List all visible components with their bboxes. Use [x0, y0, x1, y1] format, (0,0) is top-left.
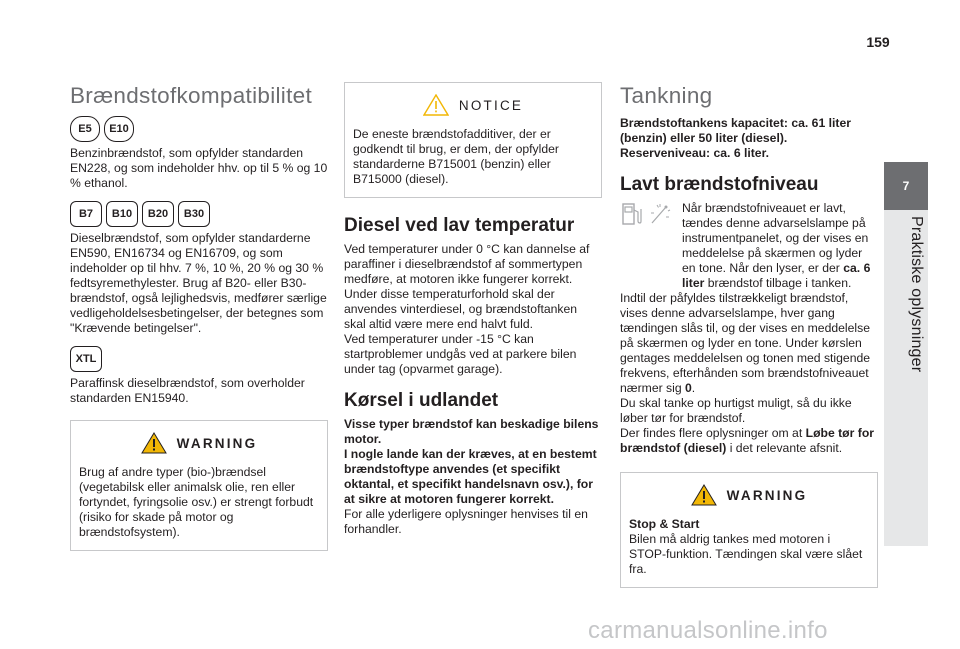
fuel-code-e5: E5	[70, 116, 100, 142]
fuel-code-b30: B30	[178, 201, 210, 227]
xtl-text: Paraffinsk dieselbrændstof, som overholder standarden EN15940.	[70, 376, 305, 405]
low-fuel-heading: Lavt brændstofniveau	[620, 174, 819, 195]
driving-abroad-bold-text: Visse typer brændstof kan beskadige bilens motor. I nogle lande kan der kræves, at en bestemt brændstoftype anvendes (et specifikt oktantal, et specifikt handelsnavn osv.), for at sikre at motoren fungerer korrekt.	[344, 417, 599, 506]
warning-box-fuel	[70, 420, 328, 551]
notice-text: De eneste brændstofadditiver, der er godkendt til brug, er dem, der opfylder standarderne B715001 (benzin) eller B715000 (diesel).	[353, 127, 559, 186]
fuel-compatibility-heading: Brændstofkompatibilitet	[70, 83, 313, 108]
reserve-level: Reserveniveau: ca. 6 liter.	[620, 146, 770, 160]
low-fuel-text-3: Du skal tanke op hurtigst muligt, så du ikke løber tør for brændstof.	[620, 396, 852, 425]
notice-title: NOTICE	[458, 97, 524, 113]
diesel-low-temp-text-2: Ved temperaturer under -15 °C kan startproblemer undgås ved at parkere bilen under tag (opvarmet garage).	[344, 332, 577, 376]
warning-title: WARNING	[176, 435, 258, 451]
warning-box-stop-start	[620, 472, 878, 588]
petrol-text: Benzinbrændstof, som opfylder standarden EN228, og som indeholder hhv. op til 5 % og 10 % ethanol.	[70, 146, 328, 190]
warning-triangle-icon	[141, 432, 167, 454]
warning-subtitle: Stop & Start	[629, 517, 700, 531]
low-fuel-text-1: Når brændstofniveauet er lavt, tændes denne advarselslampe på instrumentpanelet, og der vises en meddelelse på skærmen og lyder en tone. Når den lyser, er der ca. 6 liter brændstof tilbage i tanken.	[682, 201, 871, 290]
xtl-codes	[70, 346, 328, 372]
refuelling-heading: Tankning	[620, 83, 713, 108]
fuel-code-e10: E10	[104, 116, 134, 142]
column-diesel	[344, 82, 602, 537]
fuel-code-b10: B10	[106, 201, 138, 227]
fuel-code-xtl: XTL	[70, 346, 102, 372]
fuel-code-b20: B20	[142, 201, 174, 227]
watermark: carmanualsonline.info	[588, 617, 828, 644]
page-number: 159	[866, 34, 890, 50]
notice-box	[344, 82, 602, 198]
petrol-codes	[70, 116, 328, 142]
diesel-text: Dieselbrændstof, som opfylder standarderne EN590, EN16734 og EN16709, og som indeholder op til hhv. 7 %, 10 %, 20 % og 30 % fedtsyremethylester. Brug af B20- eller B30-brændstof, også lejlighedsvis, medfører særlige vedligeholdelsesbetingelser, der betegnes som "Krævende betingelser".	[70, 231, 327, 335]
driving-abroad-text: For alle yderligere oplysninger henvises til en forhandler.	[344, 507, 588, 536]
fuel-pump-icon	[620, 201, 644, 227]
diesel-low-temp-text-1: Ved temperaturer under 0 °C kan dannelse af paraffiner i dieselbrændstof af sommertypen medføre, at motoren ikke fungerer korrekt. Under disse temperaturforhold skal der anvendes vinterdiesel, og brændstoftanken skal altid være mere end halvt fuld.	[344, 242, 590, 331]
column-fuel-compatibility	[70, 82, 328, 551]
chapter-title: Praktiske oplysninger	[908, 216, 925, 373]
low-fuel-text-2: Indtil der påfyldes tilstrækkeligt brændstof, vises denne advarselslampe, hver gang tændingen slås til, og der vises en meddelelse på skærmen og lyder en tone. Under kørslen gentages meddelelsen og tonen med stigende frekvens, efterhånden som brændstofniveauet nærmer sig 0.	[620, 291, 871, 395]
chapter-tab: 7	[884, 162, 928, 210]
indicator-light-icon	[648, 201, 672, 227]
driving-abroad-heading: Kørsel i udlandet	[344, 390, 499, 411]
diesel-low-temp-heading: Diesel ved lav temperatur	[344, 215, 575, 236]
low-fuel-text-4: Der findes flere oplysninger om at Løbe tør for brændstof (diesel) i det relevante afsnit.	[620, 426, 875, 455]
warning-text: Brug af andre typer (bio-)brændsel (vegetabilsk eller animalsk olie, ren eller fortyndet, fyringsolie osv.) er strengt forbudt (risiko for skade på motor og brændstofsystem).	[79, 465, 314, 539]
notice-triangle-icon	[423, 94, 449, 116]
tank-capacity: Brændstoftankens kapacitet: ca. 61 liter (benzin) eller 50 liter (diesel).	[620, 116, 851, 145]
fuel-code-b7: B7	[70, 201, 102, 227]
warning-title: WARNING	[726, 487, 808, 503]
warning-text: Bilen må aldrig tankes med motoren i STOP-funktion. Tændingen skal være slået fra.	[629, 532, 863, 576]
diesel-codes	[70, 201, 328, 227]
warning-triangle-icon	[691, 484, 717, 506]
column-refuelling	[620, 82, 878, 588]
